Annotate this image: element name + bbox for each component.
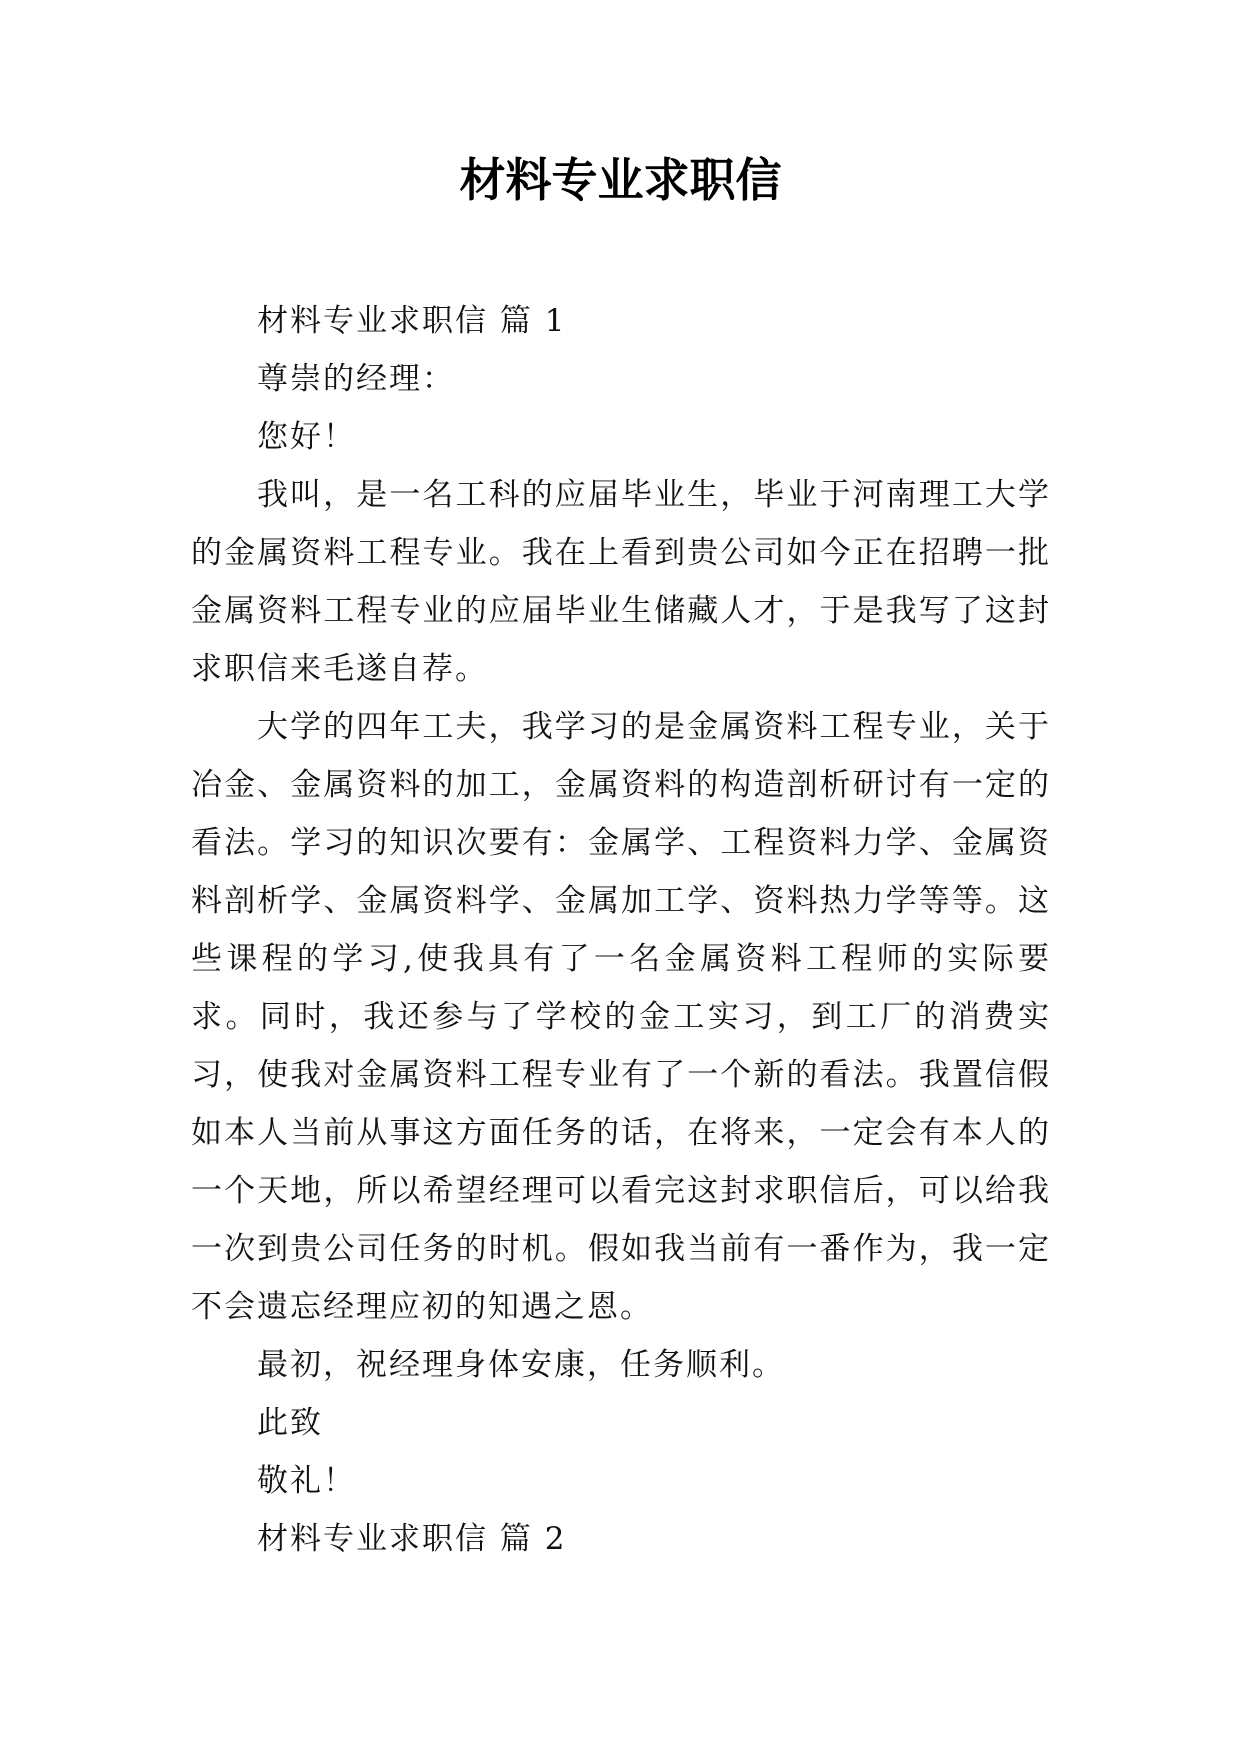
section-heading-2: 材料专业求职信 篇 2 xyxy=(257,1521,567,1557)
body-paragraph-intro: 我叫，是一名工科的应届毕业生，毕业于河南理工大学的金属资料工程专业。我在上看到贵公司如今正在招聘一批金属资料工程专业的应届毕业生储藏人才，于是我写了这封求职信来毛遂自荐。 xyxy=(191,477,1051,687)
section-heading-1: 材料专业求职信 篇 1 xyxy=(257,303,567,339)
greeting: 您好！ xyxy=(257,419,356,455)
closing-wishes: 最初，祝经理身体安康，任务顺利。 xyxy=(257,1347,785,1383)
closing-line-2: 敬礼！ xyxy=(257,1463,356,1499)
document-body xyxy=(191,292,1051,1568)
closing-line-1: 此致 xyxy=(257,1405,323,1441)
salutation: 尊崇的经理： xyxy=(257,361,455,397)
body-paragraph-education: 大学的四年工夫，我学习的是金属资料工程专业，关于冶金、金属资料的加工，金属资料的构造剖析研讨有一定的看法。学习的知识次要有：金属学、工程资料力学、金属资料剖析学、金属资料学、金属加工学、资料热力学等等。这些课程的学习,使我具有了一名金属资料工程师的实际要求。同时，我还参与了学校的金工实习，到工厂的消费实习，使我对金属资料工程专业有了一个新的看法。我置信假如本人当前从事这方面任务的话，在将来，一定会有本人的一个天地，所以希望经理可以看完这封求职信后，可以给我一次到贵公司任务的时机。假如我当前有一番作为，我一定不会遗忘经理应初的知遇之恩。 xyxy=(191,709,1051,1325)
document-title: 材料专业求职信 xyxy=(459,153,782,207)
